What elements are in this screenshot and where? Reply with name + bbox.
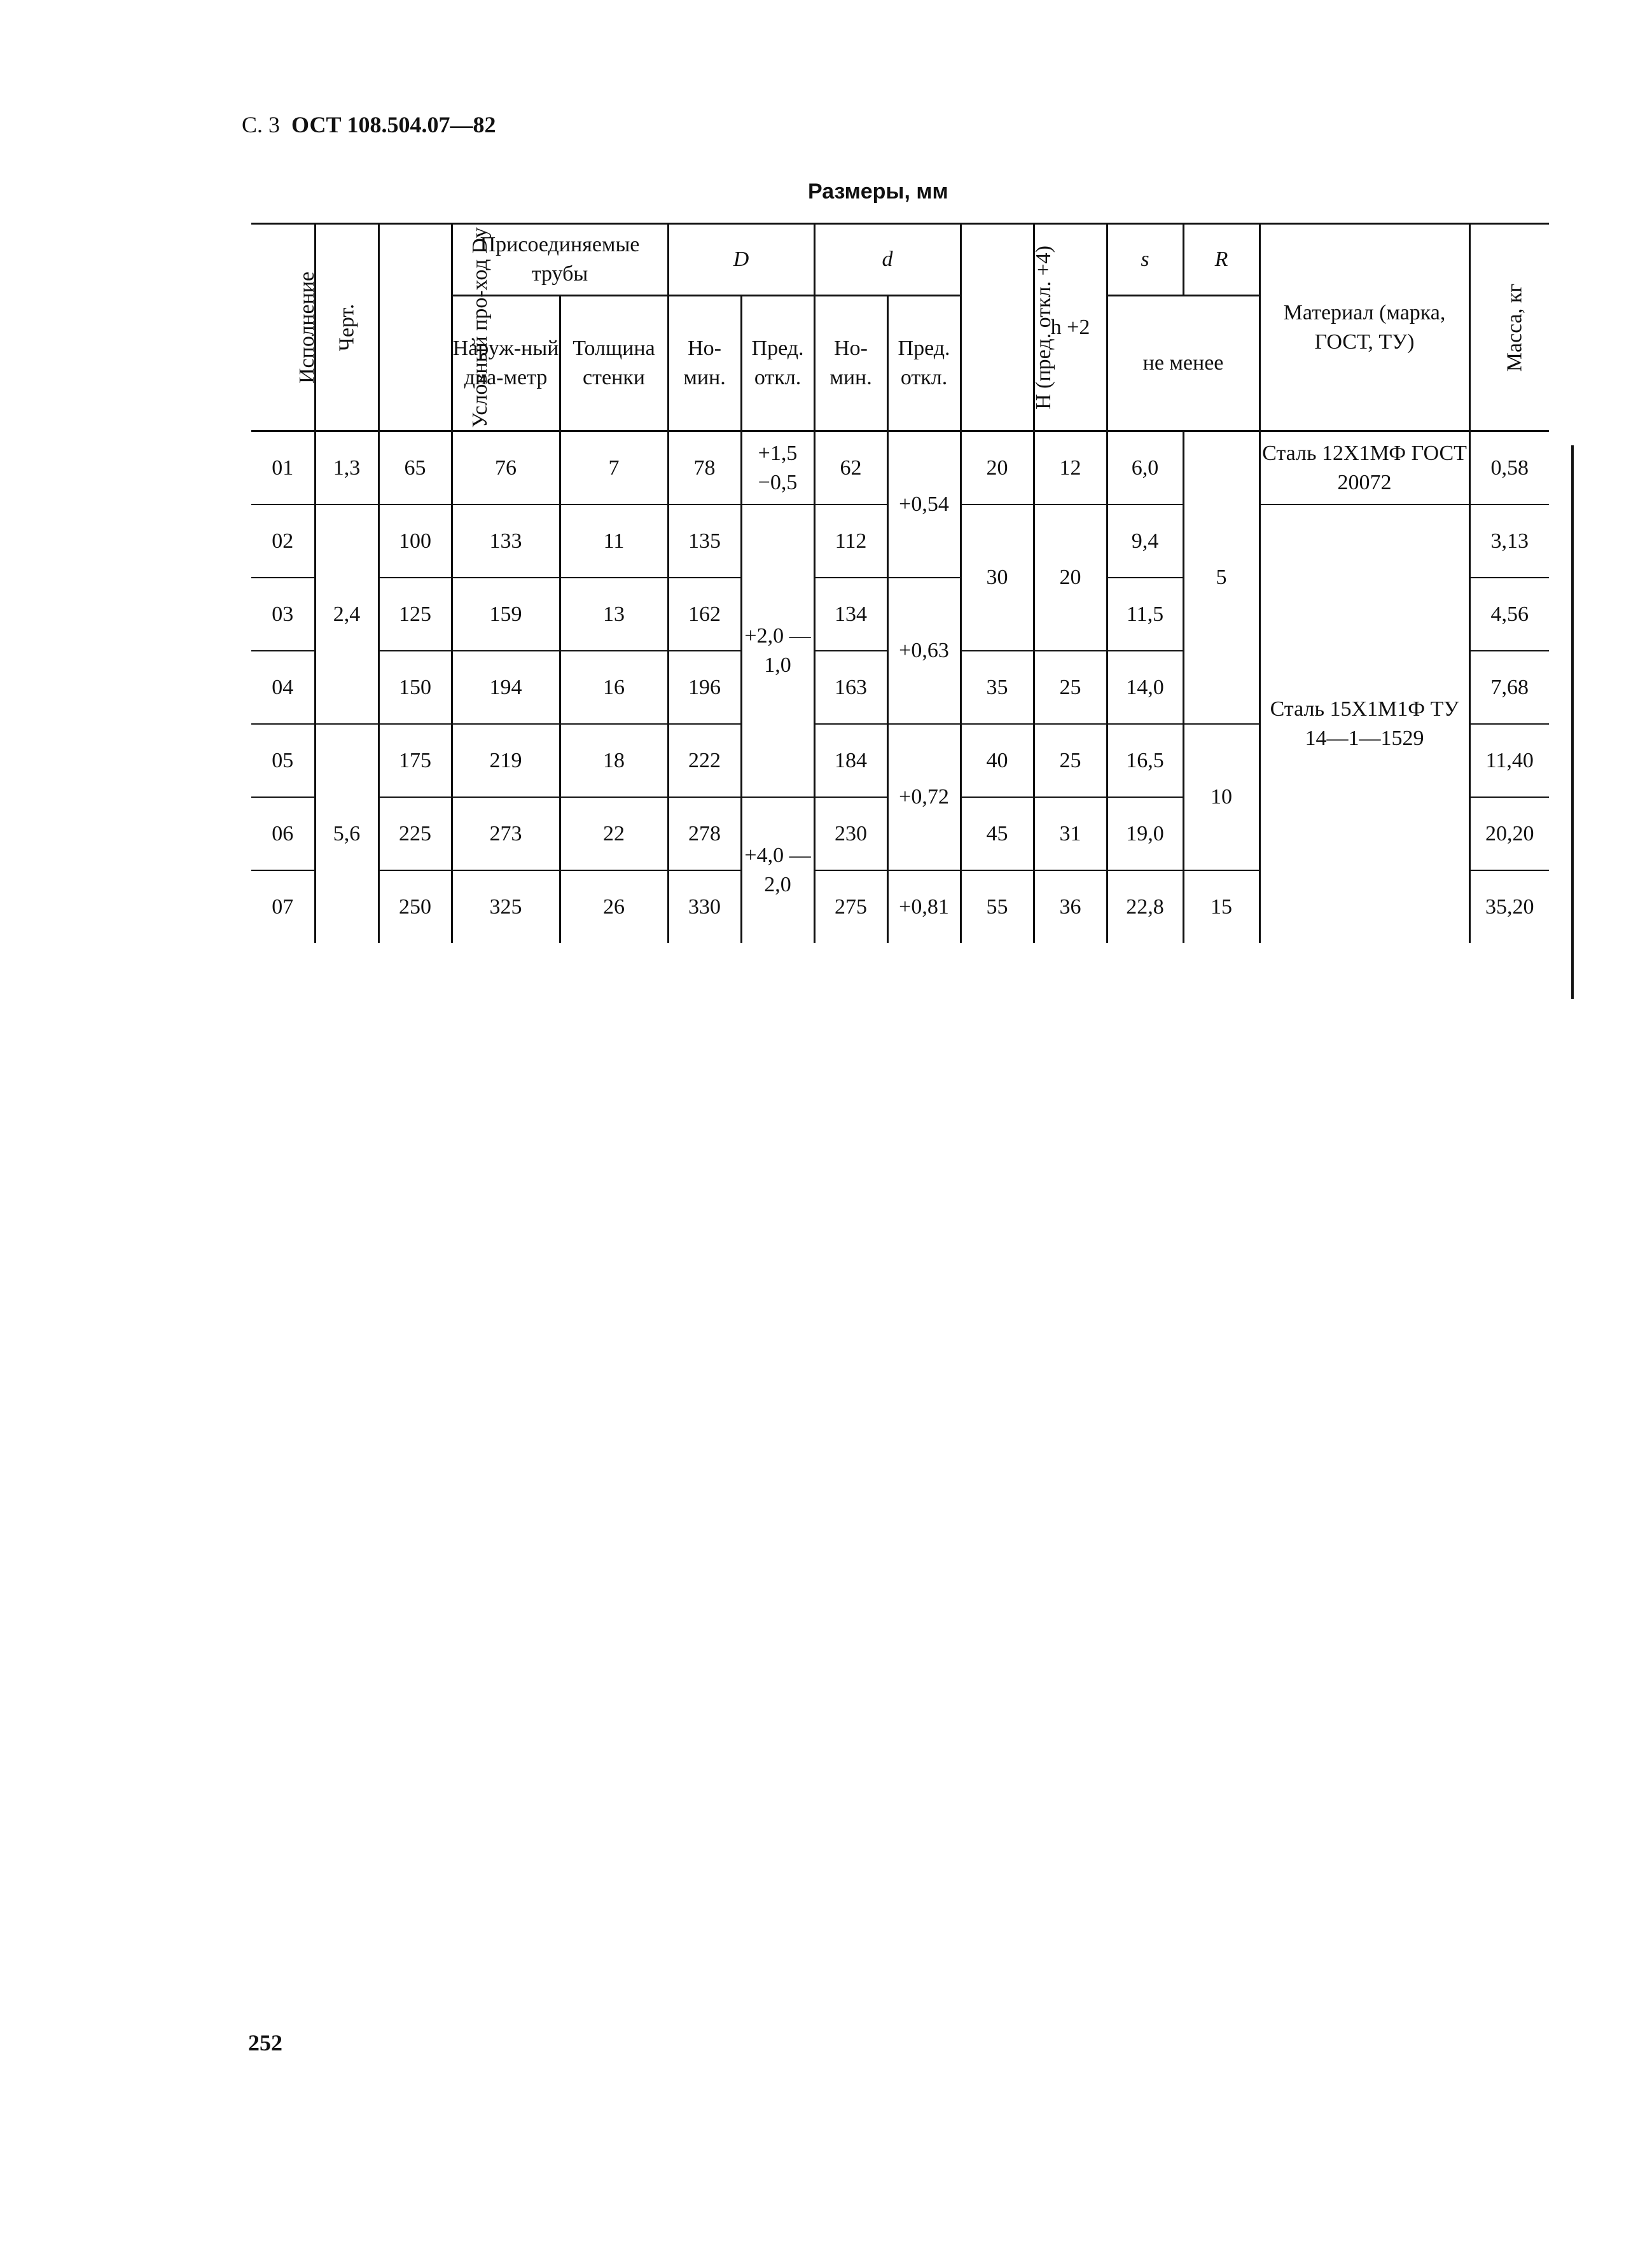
- cell-D-tol: +2,0 —1,0: [741, 504, 814, 797]
- cell-D-tol: +4,0 —2,0: [741, 797, 814, 943]
- col-D-nominal: Но-мин.: [668, 296, 741, 431]
- cell-s: 11,5: [1107, 578, 1183, 651]
- cell-variant: 05: [251, 724, 315, 797]
- cell-outer: 194: [452, 651, 560, 724]
- cell-D-nom: 222: [668, 724, 741, 797]
- cell-mass: 11,40: [1469, 724, 1549, 797]
- page-number: 252: [248, 2030, 282, 2056]
- cell-variant: 07: [251, 870, 315, 943]
- cell-d-tol: +0,54: [887, 431, 961, 578]
- cell-s: 9,4: [1107, 504, 1183, 578]
- cell-h: 20: [1034, 504, 1107, 651]
- cell-H: 45: [961, 797, 1034, 870]
- cell-D-nom: 278: [668, 797, 741, 870]
- cell-h: 31: [1034, 797, 1107, 870]
- cell-H: 30: [961, 504, 1034, 651]
- cell-h: 12: [1034, 431, 1107, 505]
- cell-d-nom: 112: [814, 504, 887, 578]
- cell-wall: 18: [560, 724, 668, 797]
- cell-h: 36: [1034, 870, 1107, 943]
- cell-d-nom: 184: [814, 724, 887, 797]
- cell-outer: 159: [452, 578, 560, 651]
- cell-wall: 13: [560, 578, 668, 651]
- cell-variant: 02: [251, 504, 315, 578]
- col-d: d: [814, 224, 961, 296]
- cell-outer: 273: [452, 797, 560, 870]
- cell-H: 20: [961, 431, 1034, 505]
- cell-d-nom: 230: [814, 797, 887, 870]
- col-mass: Масса, кг: [1469, 224, 1549, 431]
- cell-dy: 175: [378, 724, 452, 797]
- col-D-tolerance: Пред. откл.: [741, 296, 814, 431]
- cell-D-nom: 162: [668, 578, 741, 651]
- col-D: D: [668, 224, 814, 296]
- cell-h: 25: [1034, 651, 1107, 724]
- cell-variant: 06: [251, 797, 315, 870]
- cell-wall: 26: [560, 870, 668, 943]
- col-drawing: Черт.: [315, 224, 378, 431]
- cell-material: Сталь 12Х1МФ ГОСТ 20072: [1260, 431, 1469, 505]
- cell-D-nom: 330: [668, 870, 741, 943]
- cell-wall: 22: [560, 797, 668, 870]
- page-header: [242, 111, 496, 138]
- cell-variant: 01: [251, 431, 315, 505]
- cell-d-nom: 134: [814, 578, 887, 651]
- cell-R: 5: [1183, 431, 1260, 725]
- cell-material: Сталь 15Х1М1Ф ТУ 14—1—1529: [1260, 504, 1469, 943]
- cell-outer: 133: [452, 504, 560, 578]
- cell-dy: 65: [378, 431, 452, 505]
- cell-wall: 11: [560, 504, 668, 578]
- col-s: s: [1107, 224, 1183, 296]
- col-R: R: [1183, 224, 1260, 296]
- col-nominal-bore: Условный про-ход Dy: [378, 224, 452, 431]
- cell-R: 10: [1183, 724, 1260, 870]
- col-pipes: Присоединяемые трубы: [452, 224, 668, 296]
- cell-dy: 225: [378, 797, 452, 870]
- cell-d-nom: 62: [814, 431, 887, 505]
- cell-s: 16,5: [1107, 724, 1183, 797]
- units-label: Размеры, мм: [808, 179, 948, 204]
- cell-mass: 4,56: [1469, 578, 1549, 651]
- cell-s: 14,0: [1107, 651, 1183, 724]
- col-not-less: не менее: [1107, 296, 1260, 431]
- cell-variant: 03: [251, 578, 315, 651]
- cell-mass: 7,68: [1469, 651, 1549, 724]
- cell-H: 35: [961, 651, 1034, 724]
- cell-dy: 125: [378, 578, 452, 651]
- cell-d-tol: +0,81: [887, 870, 961, 943]
- cell-H: 55: [961, 870, 1034, 943]
- cell-D-nom: 135: [668, 504, 741, 578]
- standard-number: ОСТ 108.504.07—82: [291, 112, 496, 137]
- col-outer-diameter: Наруж-ный диа-метр: [452, 296, 560, 431]
- cell-D-nom: 196: [668, 651, 741, 724]
- cell-drawing: 1,3: [315, 431, 378, 505]
- col-d-nominal: Но-мин.: [814, 296, 887, 431]
- cell-s: 6,0: [1107, 431, 1183, 505]
- cell-s: 22,8: [1107, 870, 1183, 943]
- cell-dy: 150: [378, 651, 452, 724]
- cell-d-nom: 275: [814, 870, 887, 943]
- cell-dy: 250: [378, 870, 452, 943]
- cell-R: 15: [1183, 870, 1260, 943]
- cell-mass: 20,20: [1469, 797, 1549, 870]
- spec-table: [251, 223, 1549, 943]
- margin-rule: [1571, 445, 1574, 999]
- col-H: H (пред. откл. +4): [961, 224, 1034, 431]
- cell-variant: 04: [251, 651, 315, 724]
- cell-outer: 325: [452, 870, 560, 943]
- col-material: Материал (марка, ГОСТ, ТУ): [1260, 224, 1469, 431]
- cell-mass: 3,13: [1469, 504, 1549, 578]
- col-h: h +2: [1034, 224, 1107, 431]
- page-ref: С. 3: [242, 112, 281, 137]
- cell-d-tol: +0,72: [887, 724, 961, 870]
- cell-outer: 76: [452, 431, 560, 505]
- cell-outer: 219: [452, 724, 560, 797]
- col-variant: Исполнение: [251, 224, 315, 431]
- cell-dy: 100: [378, 504, 452, 578]
- cell-D-nom: 78: [668, 431, 741, 505]
- cell-D-tol: +1,5 −0,5: [741, 431, 814, 505]
- cell-wall: 16: [560, 651, 668, 724]
- cell-drawing: 2,4: [315, 504, 378, 724]
- col-d-tolerance: Пред. откл.: [887, 296, 961, 431]
- cell-mass: 0,58: [1469, 431, 1549, 505]
- cell-H: 40: [961, 724, 1034, 797]
- cell-s: 19,0: [1107, 797, 1183, 870]
- cell-wall: 7: [560, 431, 668, 505]
- cell-mass: 35,20: [1469, 870, 1549, 943]
- cell-d-tol: +0,63: [887, 578, 961, 724]
- table-row: [251, 431, 1549, 505]
- cell-drawing: 5,6: [315, 724, 378, 943]
- cell-h: 25: [1034, 724, 1107, 797]
- col-wall-thickness: Толщина стенки: [560, 296, 668, 431]
- cell-d-nom: 163: [814, 651, 887, 724]
